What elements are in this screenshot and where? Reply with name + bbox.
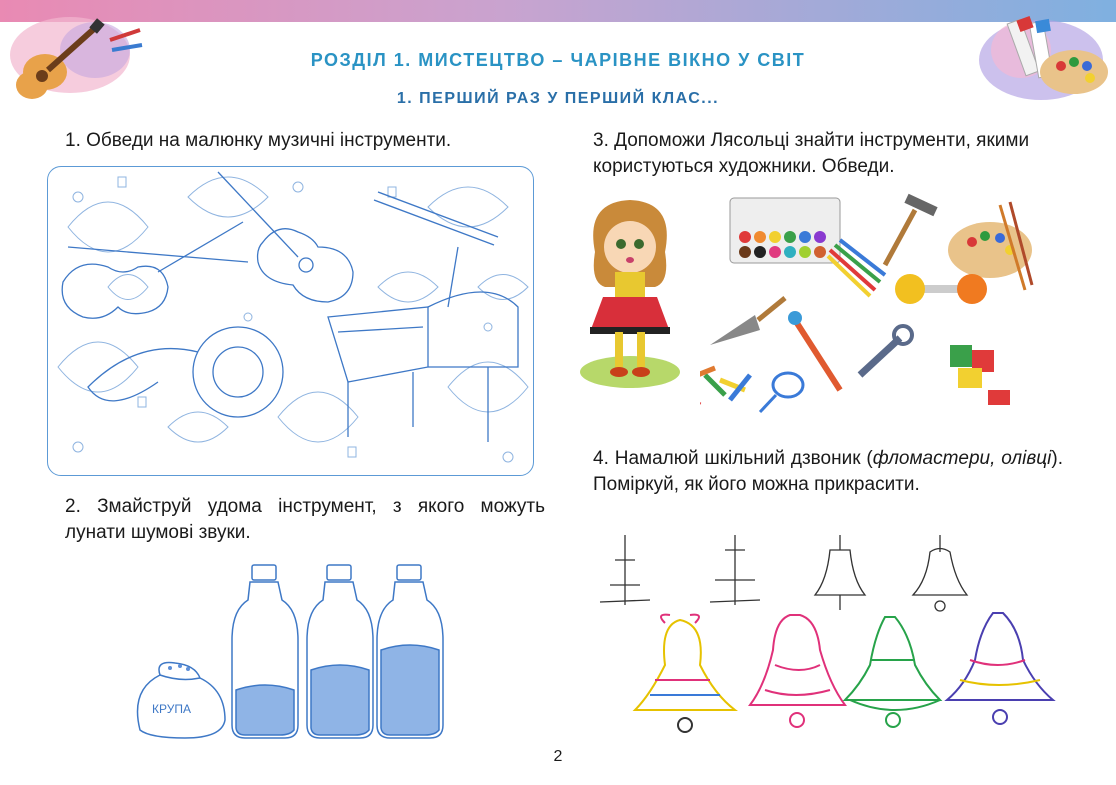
chapter-title: МИСТЕЦТВО – ЧАРІВНЕ ВІКНО У СВІТ — [418, 50, 806, 70]
sack-label: КРУПА — [152, 702, 191, 716]
task-1-label: 1. Обведи на малюнку музичні інструменти. — [65, 130, 452, 151]
task-1-text — [65, 128, 555, 154]
task-4-text — [593, 446, 1063, 498]
chapter-heading — [0, 50, 1116, 71]
art-and-other-tools-illustration — [700, 190, 1040, 420]
task-2-label: 2. Змайструй удома інструмент, з якого можуть лунати шумові звуки. — [65, 496, 545, 543]
chapter-label: РОЗДІЛ 1. — [310, 50, 412, 70]
task-3-label: 3. Допоможи Лясольці знайти інструменти, якими користуються художники. Обведи. — [593, 130, 1030, 177]
task-2-text — [65, 494, 545, 546]
bottles-with-grain-illustration — [130, 560, 450, 745]
page-number: 2 — [553, 748, 563, 765]
task-4-paragraph — [593, 446, 1063, 498]
task-3-text — [593, 128, 1073, 180]
decorated-bells-illustration — [625, 605, 1065, 750]
girl-character-illustration — [575, 192, 685, 392]
instruments-pattern-picture — [47, 166, 534, 476]
task-4-part-a: 4. Намалюй шкільний дзвоник ( — [593, 448, 873, 469]
top-color-bar — [0, 0, 1116, 22]
lesson-title: 1. ПЕРШИЙ РАЗ У ПЕРШИЙ КЛАС... — [396, 90, 720, 107]
task-4-italic: фломастери, олівці — [872, 448, 1052, 469]
task-4-part-b: ). Поміркуй, як його можна прикрасити. — [593, 448, 1063, 495]
